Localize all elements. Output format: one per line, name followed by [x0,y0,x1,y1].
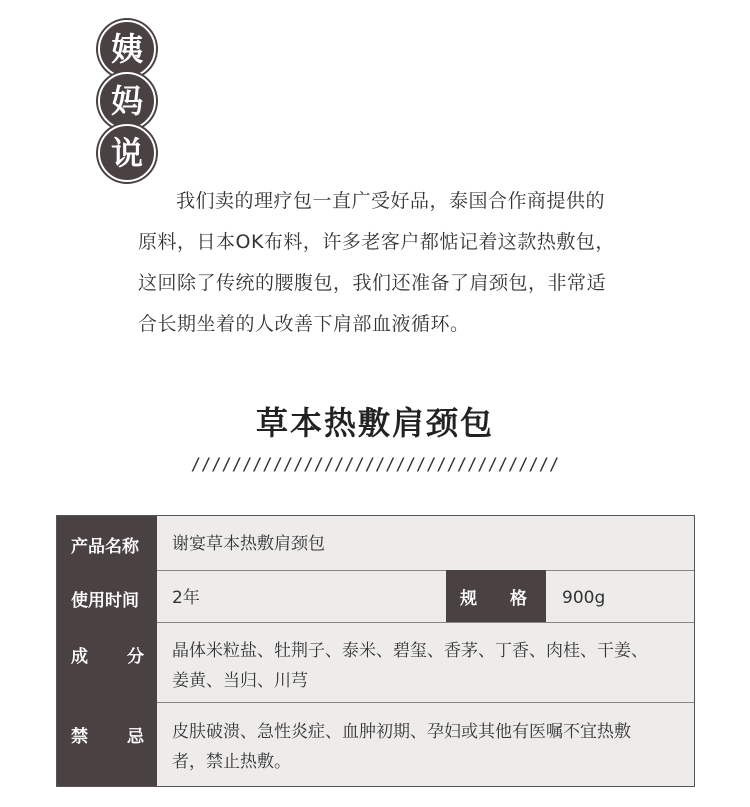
badge-char-3: 说 [98,124,156,182]
badge-char-1: 姨 [98,20,156,78]
duration-label: 使用时间 [71,591,139,611]
slash-divider: //////////////////////////////////// [190,455,560,475]
intro-line-1: 我们卖的理疗包一直广受好品，泰国合作商提供的 [176,190,606,212]
table-row-name [57,516,694,571]
intro-line-3: 这回除了传统的腰腹包，我们还准备了肩颈包，非常适 [138,272,607,294]
contra-line-1: 皮肤破溃、急性炎症、血肿初期、孕妇或其他有医嘱不宜热敷 [172,722,631,742]
spec-table [56,515,695,787]
contra-label-a: 禁 [71,727,88,747]
ingredients-label-b: 分 [127,647,144,667]
spec-label-cell [446,570,546,622]
spec-label-b: 格 [510,589,527,609]
contra-label-cell [57,702,157,786]
ingredients-label-cell [57,622,157,702]
intro-line-2: 原料，日本OK布料，许多老客户都惦记着这款热敷包， [138,231,615,253]
product-title: 草本热敷肩颈包 [255,404,494,442]
table-row-ingredients [57,622,694,703]
ingredients-value [172,636,648,696]
contra-line-2: 者，禁止热敷。 [172,752,291,772]
ingredients-line-1: 晶体米粒盐、牡荆子、泰米、碧玺、香茅、丁香、肉桂、干姜、 [172,641,648,661]
intro-line-4: 合长期坐着的人改善下肩部血液循环。 [138,313,470,335]
name-label-cell [57,516,157,570]
intro-paragraph [138,181,678,345]
spec-value: 900g [562,588,606,608]
table-row-contraindications [57,702,694,786]
badge-char-2: 妈 [98,72,156,130]
duration-value: 2年 [172,588,200,608]
duration-label-cell [57,570,157,622]
contra-value [172,717,631,777]
ingredients-label-a: 成 [71,647,88,667]
table-row-duration [57,570,694,623]
name-value: 谢宴草本热敷肩颈包 [172,534,325,554]
ingredients-line-2: 姜黄、当归、川芎 [172,671,308,691]
contra-label-b: 忌 [127,727,144,747]
spec-label-a: 规 [460,589,477,609]
name-label: 产品名称 [71,537,139,557]
